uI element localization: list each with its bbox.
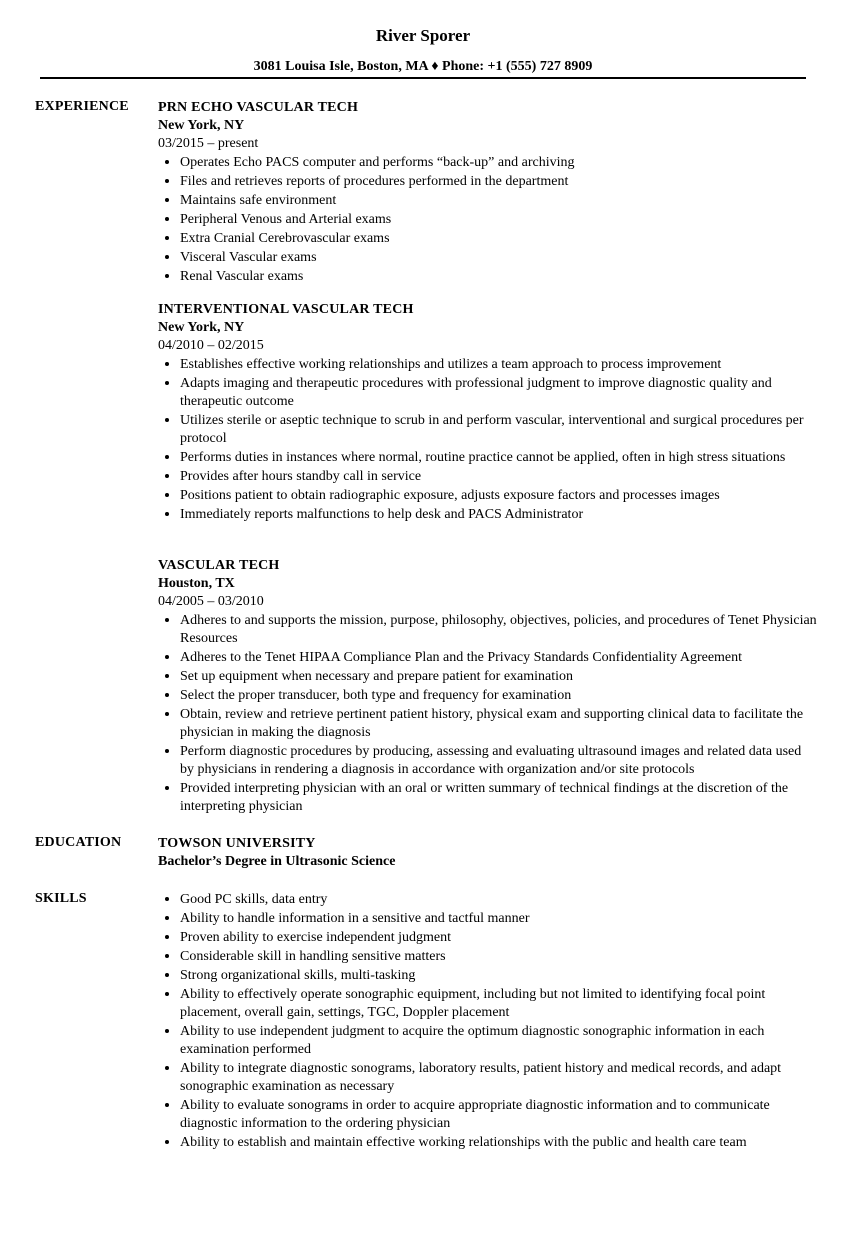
- job-bullet: • Maintains safe environment: [180, 191, 818, 210]
- job-title: VASCULAR TECH: [158, 558, 280, 573]
- job-entry-3: [158, 557, 818, 816]
- header-divider: [40, 77, 806, 79]
- job-bullet: • Utilizes sterile or aseptic technique to scrub in and perform vascular, interventional and surgical procedures per protocol: [180, 411, 818, 448]
- job-bullet: • Files and retrieves reports of procedures performed in the department: [180, 172, 818, 191]
- job-bullet: • Select the proper transducer, both type and frequency for examination: [180, 686, 818, 705]
- skill-item: • Good PC skills, data entry: [180, 890, 818, 909]
- job-title: INTERVENTIONAL VASCULAR TECH: [158, 302, 414, 317]
- job-bullet: • Adapts imaging and therapeutic procedures with professional judgment to improve diagnostic quality and therapeutic outcome: [180, 374, 818, 411]
- job-location: Houston, TX: [158, 576, 235, 591]
- job-bullet: • Renal Vascular exams: [180, 267, 818, 286]
- job-bullet-list: [158, 355, 818, 524]
- job-bullet: • Provides after hours standby call in service: [180, 467, 818, 486]
- skill-item: • Strong organizational skills, multi-tasking: [180, 966, 818, 985]
- job-bullet: • Set up equipment when necessary and prepare patient for examination: [180, 667, 818, 686]
- education-entry: [158, 835, 818, 871]
- skill-item: • Ability to integrate diagnostic sonograms, laboratory results, patient history and medical records, and adapt sonographic examination as necessary: [180, 1059, 818, 1096]
- resume-name: River Sporer: [375, 26, 471, 45]
- job-bullet: • Establishes effective working relationships and utilizes a team approach to process improvement: [180, 355, 818, 374]
- skill-item: • Ability to use independent judgment to acquire the optimum diagnostic sonographic information in each examination performed: [180, 1022, 818, 1059]
- job-entry-1: [158, 99, 818, 286]
- education-heading: EDUCATION: [35, 835, 122, 850]
- job-bullet: • Adheres to the Tenet HIPAA Compliance Plan and the Privacy Standards Confidentiality Agreement: [180, 648, 818, 667]
- job-bullet: • Positions patient to obtain radiographic exposure, adjusts exposure factors and processes images: [180, 486, 818, 505]
- skill-item: • Ability to handle information in a sensitive and tactful manner: [180, 909, 818, 928]
- skill-item: • Ability to effectively operate sonographic equipment, including but not limited to identifying focal point placement, overall gain, settings, TGC, Doppler placement: [180, 985, 818, 1022]
- job-title: PRN ECHO VASCULAR TECH: [158, 100, 359, 115]
- school-name: TOWSON UNIVERSITY: [158, 836, 316, 851]
- job-bullet: • Performs duties in instances where normal, routine practice cannot be applied, often in high stress situations: [180, 448, 818, 467]
- job-bullet: • Operates Echo PACS computer and performs “back-up” and archiving: [180, 153, 818, 172]
- job-bullet: • Extra Cranial Cerebrovascular exams: [180, 229, 818, 248]
- job-bullet: • Obtain, review and retrieve pertinent patient history, physical exam and supporting clinical data to facilitate the physician in making the diagnosis: [180, 705, 818, 742]
- contact-line: 3081 Louisa Isle, Boston, MA ♦ Phone: +1 (555) 727 8909: [253, 59, 593, 74]
- skills-heading: SKILLS: [35, 891, 87, 906]
- job-bullet: • Provided interpreting physician with an oral or written summary of technical findings at the discretion of the interpreting physician: [180, 779, 818, 816]
- experience-heading: EXPERIENCE: [35, 99, 129, 114]
- job-bullet-list: [158, 153, 818, 286]
- job-bullet: • Visceral Vascular exams: [180, 248, 818, 267]
- skill-item: • Ability to evaluate sonograms in order to acquire appropriate diagnostic information and to communicate diagnostic information to the ordering physician: [180, 1096, 818, 1133]
- skill-item: • Proven ability to exercise independent judgment: [180, 928, 818, 947]
- job-dates: 04/2010 – 02/2015: [158, 338, 264, 353]
- job-dates: 04/2005 – 03/2010: [158, 594, 264, 609]
- job-bullet-list: [158, 611, 818, 816]
- job-bullet: • Adheres to and supports the mission, purpose, philosophy, objectives, policies, and procedures of Tenet Physician Resources: [180, 611, 818, 648]
- skill-item: • Ability to establish and maintain effective working relationships with the public and health care team: [180, 1133, 818, 1152]
- skills-list: [158, 890, 818, 1152]
- skill-item: • Considerable skill in handling sensitive matters: [180, 947, 818, 966]
- job-bullet: • Peripheral Venous and Arterial exams: [180, 210, 818, 229]
- job-entry-2: [158, 301, 818, 524]
- job-location: New York, NY: [158, 320, 245, 335]
- job-bullet: • Immediately reports malfunctions to help desk and PACS Administrator: [180, 505, 818, 524]
- job-location: New York, NY: [158, 118, 245, 133]
- skills-entry: [158, 890, 818, 1152]
- degree: Bachelor’s Degree in Ultrasonic Science: [158, 854, 396, 869]
- job-dates: 03/2015 – present: [158, 136, 259, 151]
- job-bullet: • Perform diagnostic procedures by producing, assessing and evaluating ultrasound images and related data used by physicians in rendering a diagnosis in accordance with organization and/or site protocols: [180, 742, 818, 779]
